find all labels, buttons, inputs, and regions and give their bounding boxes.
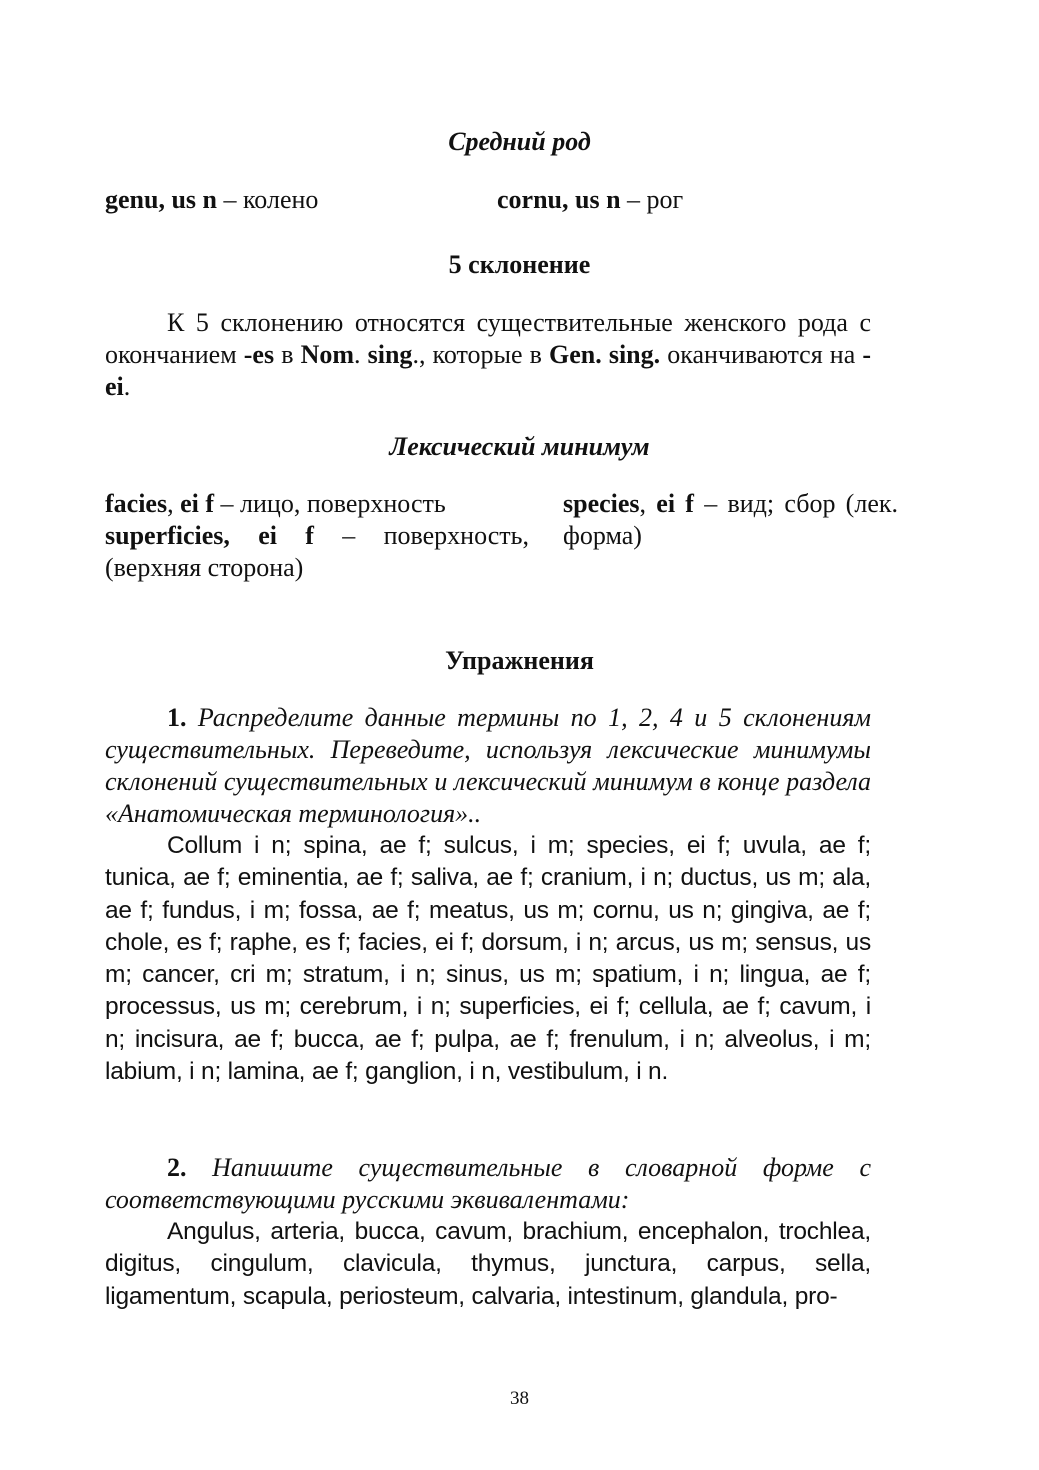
exercise-number: 2.: [167, 1153, 187, 1182]
vocab-term: cornu, us n: [497, 185, 621, 214]
section-heading-exercises: Упражнения: [445, 646, 594, 675]
vocab-sep: –: [217, 185, 243, 214]
exercise-1-terms: Collum i n; spina, ae f; sulcus, i m; species, ei f; uvula, ae f; tunica, ae f; eminentia, ae f; saliva, ae f; cranium, i n; ductus, us m; ala, ae f; fundus, i m; fossa, ae f; meatus, us m; cornu, us n; gingiva, ae f; chole, es f; raphe, es f; facies, ei f; dorsum, i n; arcus, us m; sensus, us m; cancer, cri m; stratum, i n; sinus, us m; spatium, i n; lingua, ae f; processus, us m; cerebrum, i n; superficies, ei f; cellula, ae f; cavum, i n; incisura, ae f; bucca, ae f; pulpa, ae f; frenulum, i n; alveolus, i m; labium, i n; lamina, ae f; ganglion, i n, vestibulum, i n.: [105, 832, 871, 1086]
vocab-cornu: [497, 184, 683, 216]
page-number: 38: [510, 1388, 529, 1409]
lexical-species: species, ei f – вид; сбор (лек. форма): [563, 489, 898, 550]
exercise-instruction: Распределите данные термины по 1, 2, 4 и 5 склонениям существительных. Переведите, используя лексические минимумы склонений существительных и лексический минимум в конце раздела «Анатомическая терминология»..: [105, 703, 871, 828]
lexical-facies: facies, ei f – лицо, поверхность: [105, 489, 446, 518]
exercise-instruction: Напишите существительные в словарной форме с соответствующими русскими эквивалентами:: [105, 1153, 871, 1214]
vocab-term: genu, us n: [105, 185, 217, 214]
vocab-genu: [105, 184, 318, 216]
section-heading-neuter: Средний род: [448, 127, 591, 156]
exercise-1-task: [105, 702, 871, 830]
vocab-sep: –: [620, 185, 647, 214]
vocab-translation: рог: [646, 185, 684, 214]
lexical-right-column: [563, 488, 898, 552]
exercise-2-task: [105, 1152, 871, 1216]
lexical-superficies: superficies, ei f – поверхность, (верхняя сторона): [105, 521, 529, 582]
decl5-paragraph: К 5 склонению относятся существительные женского рода с окончанием -es в Nom. sing., которые в Gen. sing. оканчиваются на -ei.: [105, 308, 872, 401]
exercise-number: 1.: [167, 703, 187, 732]
exercise-2-terms: Angulus, arteria, bucca, cavum, brachium, encephalon, trochlea, digitus, cingulum, clavicula, thymus, junctura, carpus, sella, ligamentum, scapula, periosteum, calvaria, intestinum, glandula, pro-: [105, 1218, 871, 1310]
section-heading-decl5: 5 склонение: [448, 250, 591, 279]
section-heading-lexical: Лексический минимум: [389, 432, 650, 461]
lexical-left-column: [105, 488, 529, 584]
vocab-translation: колено: [243, 185, 319, 214]
